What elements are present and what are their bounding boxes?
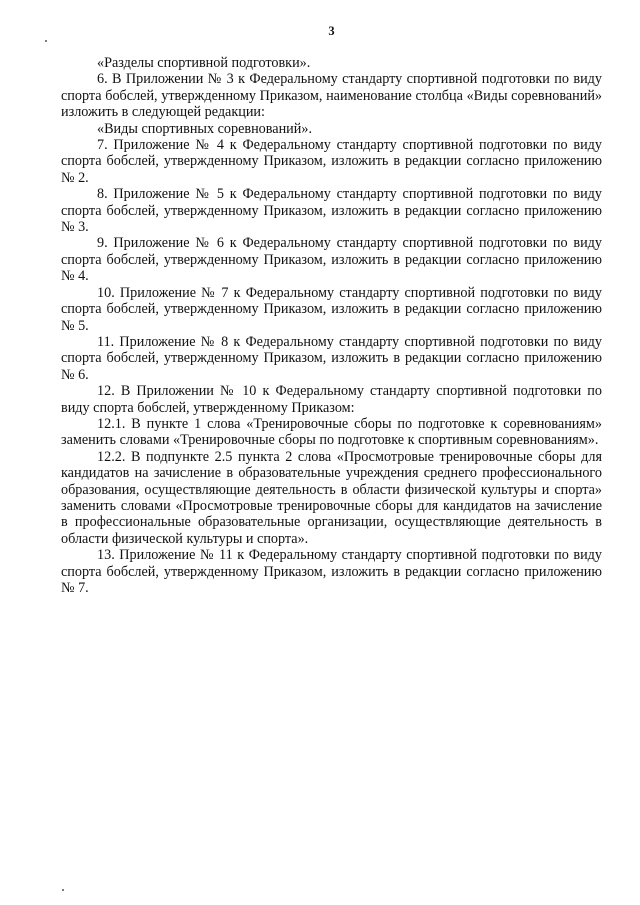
paragraph-item-12-1: 12.1. В пункте 1 слова «Тренировочные сборы по подготовке к соревнованиям» заменить словами «Тренировочные сборы по подготовке к спортивным соревнованиям».	[61, 415, 602, 449]
paragraph-item-12-2: 12.2. В подпункте 2.5 пункта 2 слова «Просмотровые тренировочные сборы для кандидатов на зачисление в образовательные учреждения среднего профессионального образования, осуществляющие деятельность в области физической культуры и спорта» заменить словами «Просмотровые тренировочные сборы для кандидатов на зачисление в профессиональные образовательные организации, осуществляющие деятельность в области физической культуры и спорта».	[61, 448, 602, 547]
paragraph-item-11: 11. Приложение № 8 к Федеральному стандарту спортивной подготовки по виду спорта бобслей, утвержденному Приказом, изложить в редакции согласно приложению № 6.	[61, 333, 602, 383]
paragraph-item-8: 8. Приложение № 5 к Федеральному стандарту спортивной подготовки по виду спорта бобслей, утвержденному Приказом, изложить в редакции согласно приложению № 3.	[61, 186, 602, 236]
paragraph-competition-types: «Виды спортивных соревнований».	[97, 120, 312, 137]
scan-speck	[45, 40, 47, 42]
paragraph-item-10: 10. Приложение № 7 к Федеральному стандарту спортивной подготовки по виду спорта бобслей, утвержденному Приказом, изложить в редакции согласно приложению № 5.	[61, 284, 602, 334]
scan-speck	[62, 889, 64, 891]
paragraph-item-7: 7. Приложение № 4 к Федеральному стандарту спортивной подготовки по виду спорта бобслей, утвержденному Приказом, изложить в редакции согласно приложению № 2.	[61, 137, 602, 186]
paragraph-item-12: 12. В Приложении № 10 к Федеральному стандарту спортивной подготовки по виду спорта бобслей, утвержденному Приказом:	[61, 383, 602, 416]
page-number: 3	[328, 24, 335, 38]
paragraph-item-13: 13. Приложение № 11 к Федеральному стандарту спортивной подготовки по виду спорта бобслей, утвержденному Приказом, изложить в редакции согласно приложению № 7.	[61, 547, 602, 596]
paragraph-item-6: 6. В Приложении № 3 к Федеральному стандарту спортивной подготовки по виду спорта бобслей, утвержденному Приказом, наименование столбца «Виды соревнований» изложить в следующей редакции:	[61, 71, 602, 121]
paragraph-sections-heading: «Разделы спортивной подготовки».	[97, 55, 311, 71]
paragraph-item-9: 9. Приложение № 6 к Федеральному стандарту спортивной подготовки по виду спорта бобслей, утвержденному Приказом, изложить в редакции согласно приложению № 4.	[61, 235, 602, 285]
document-body	[61, 55, 602, 596]
